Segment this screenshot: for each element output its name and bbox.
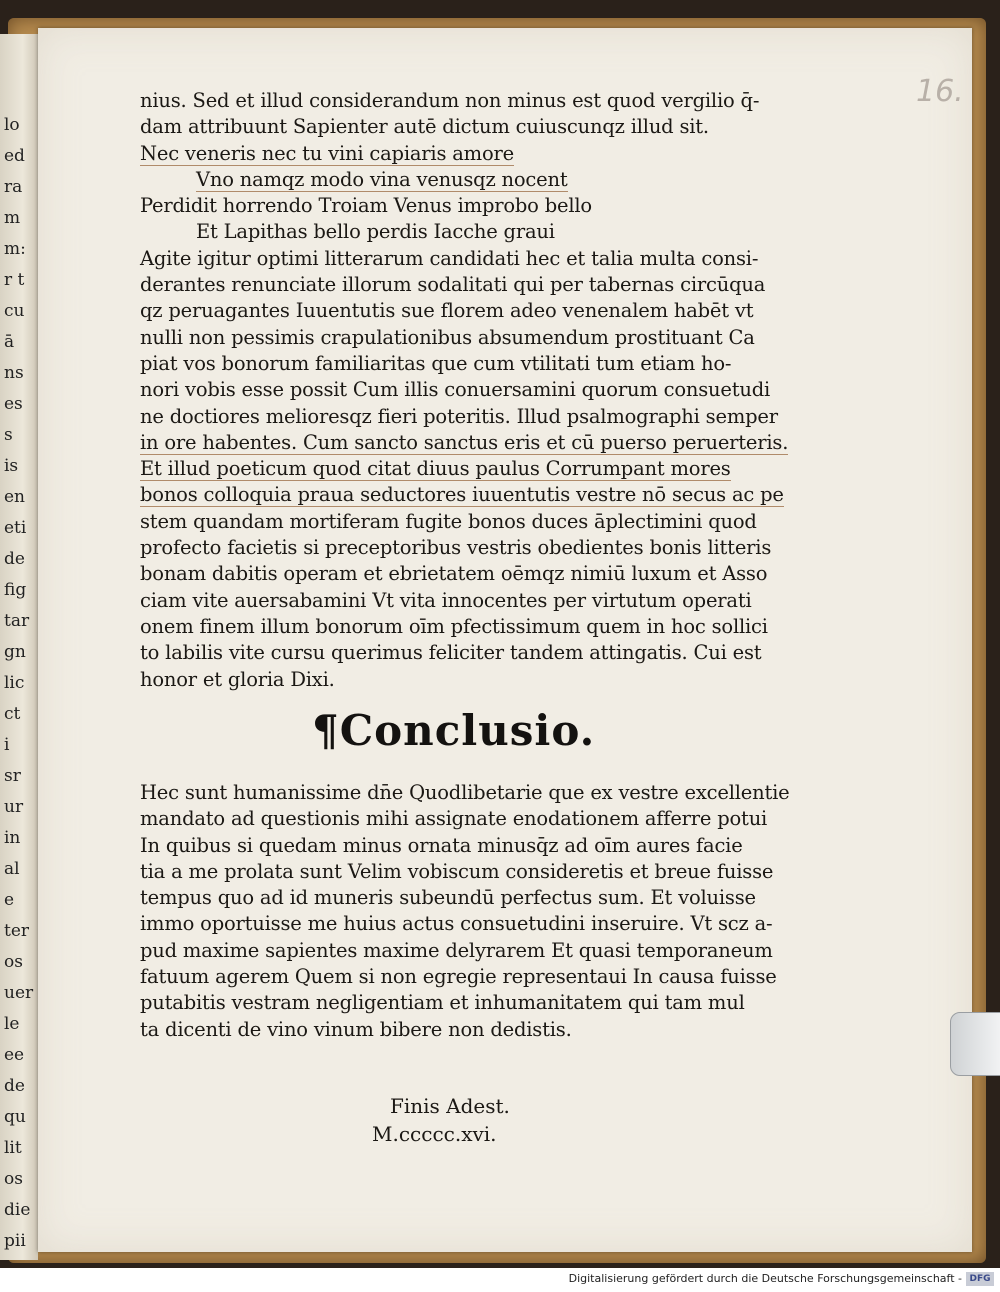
facing-page-fragment: ur — [4, 797, 24, 817]
text-line: Agite igitur optimi litterarum candidati hec et talia multa consi- — [140, 246, 759, 270]
text-line: dam attribuunt Sapienter autē dictum cuiuscunqz illud sit. — [140, 115, 709, 139]
text-line: tia a me prolata sunt Velim vobiscum consideretis et breue fuisse — [140, 859, 774, 883]
underlined-span: in ore habentes. Cum sancto sanctus eris et cū puerso peruerteris. — [140, 430, 789, 454]
facing-page-fragment: tar — [4, 611, 30, 631]
facing-page-fragment: le — [4, 1014, 20, 1034]
text-line: profecto facietis si preceptoribus vestris obedientes bonis litteris — [140, 536, 772, 560]
underlined-span: Vno namqz modo vina venusqz nocent — [196, 167, 568, 191]
text-line: stem quandam mortiferam fugite bonos duces āplectimini quod — [140, 509, 757, 533]
main-text-block — [140, 88, 788, 693]
text-line: ne doctiores melioresqz fieri poteritis. Illud psalmographi semper — [140, 404, 778, 428]
facing-page-fragment: i — [4, 735, 10, 755]
facing-page-fragment: m — [4, 208, 21, 228]
text-line: mandato ad questionis mihi assignate enodationem afferre potui — [140, 807, 768, 831]
text-line: ta dicenti de vino vinum bibere non dedistis. — [140, 1017, 572, 1041]
facing-page-fragment: sr — [4, 766, 21, 786]
facing-page-fragment: lic — [4, 673, 25, 693]
facing-page-fragment: ra — [4, 177, 23, 197]
facing-page-fragment: eti — [4, 518, 27, 538]
text-line: onem finem illum bonorum oīm pfectissimum quem in hoc sollici — [140, 614, 768, 638]
facing-page-edge — [0, 34, 38, 1260]
text-line: Perdidit horrendo Troiam Venus improbo bello — [140, 194, 592, 218]
facing-page-fragment: die — [4, 1200, 31, 1220]
text-line: nius. Sed et illud considerandum non minus est quod vergilio q̄- — [140, 89, 760, 112]
facing-page-fragment: ct — [4, 704, 21, 724]
text-line — [140, 167, 788, 193]
text-line: qz peruagantes Iuuentutis sue florem adeo venenalem habēt vt — [140, 299, 754, 323]
text-line: putabitis vestram negligentiam et inhumanitatem qui tam mul — [140, 991, 745, 1015]
text-line: derantes renunciate illorum sodalitati qui per tabernas circūqua — [140, 273, 766, 297]
facing-page-fragment: os — [4, 952, 23, 972]
facing-page-fragment: cu — [4, 301, 25, 321]
facing-page-fragment: de — [4, 549, 25, 569]
facing-page-fragment: pii — [4, 1231, 26, 1251]
section-heading: ¶Conclusio. — [312, 706, 596, 755]
facing-page-fragment: en — [4, 487, 26, 507]
footer-credit: Digitalisierung gefördert durch die Deutsche Forschungsgemeinschaft - — [568, 1272, 962, 1285]
dfg-logo: DFG — [966, 1272, 994, 1286]
text-line: to labilis vite cursu querimus feliciter tandem attingatis. Cui est — [140, 641, 762, 665]
facing-page-fragment: ee — [4, 1045, 25, 1065]
text-line: nulli non pessimis crapulationibus absumendum prostituant Ca — [140, 325, 755, 349]
facing-page-fragment: ter — [4, 921, 30, 941]
facing-page-fragment: e — [4, 890, 15, 910]
text-line: Et Lapithas bello perdis Iacche graui — [196, 220, 555, 244]
conclusio-text-block — [140, 780, 790, 1043]
explicit-line-finis: Finis Adest. — [390, 1094, 510, 1118]
explicit-line-date: M.ccccc.xvi. — [372, 1122, 497, 1146]
page-clip-tab — [950, 1012, 1000, 1076]
text-line: ciam vite auersabamini Vt vita innocentes per virtutum operati — [140, 588, 752, 612]
text-line: nori vobis esse possit Cum illis conuersamini quorum consuetudi — [140, 378, 771, 402]
footer-bar — [0, 1268, 1000, 1292]
facing-page-fragment: s — [4, 425, 13, 445]
facing-page-fragment: ns — [4, 363, 24, 383]
text-line — [140, 482, 788, 508]
facing-page-fragment: ā — [4, 332, 15, 352]
text-line: pud maxime sapientes maxime delyrarem Et quasi temporaneum — [140, 938, 773, 962]
text-line: piat vos bonorum familiaritas que cum vtilitati tum etiam ho- — [140, 351, 732, 375]
text-line: immo oportuisse me huius actus consuetudini inseruire. Vt scz a- — [140, 912, 773, 936]
facing-page-fragment: r t — [4, 270, 25, 290]
facing-page-fragment: in — [4, 828, 21, 848]
text-line — [140, 141, 788, 167]
text-line — [140, 456, 788, 482]
facing-page-fragment: is — [4, 456, 19, 476]
page-number: 16. — [916, 74, 964, 109]
facing-page-fragment: lo — [4, 115, 20, 135]
facing-page-fragment: fig — [4, 580, 27, 600]
facing-page-fragment: m: — [4, 239, 26, 259]
facing-page-fragment: ed — [4, 146, 25, 166]
text-line: tempus quo ad id muneris subeundū perfectus sum. Et voluisse — [140, 886, 756, 910]
underlined-span: bonos colloquia praua seductores iuuentutis vestre nō secus ac pe — [140, 483, 784, 507]
text-line — [140, 430, 788, 456]
facing-page-fragment: de — [4, 1076, 25, 1096]
facing-page-fragment: os — [4, 1169, 23, 1189]
facing-page-fragment: gn — [4, 642, 26, 662]
text-line: fatuum agerem Quem si non egregie representaui In causa fuisse — [140, 965, 777, 989]
underlined-span: Nec veneris nec tu vini capiaris amore — [140, 141, 514, 165]
text-line: In quibus si quedam minus ornata minusq̄z ad oīm aures facie — [140, 833, 743, 857]
text-line: bonam dabitis operam et ebrietatem oēmqz nimiū luxum et Asso — [140, 562, 768, 586]
underlined-span: Et illud poeticum quod citat diuus paulus Corrumpant mores — [140, 457, 731, 481]
facing-page-fragment: uer — [4, 983, 34, 1003]
facing-page-fragment: al — [4, 859, 20, 879]
text-line: honor et gloria Dixi. — [140, 667, 335, 691]
facing-page-fragment: lit — [4, 1138, 22, 1158]
facing-page-fragment: qu — [4, 1107, 26, 1127]
text-line: Hec sunt humanissime dn̄e Quodlibetarie que ex vestre excellentie — [140, 781, 790, 804]
facing-page-fragment: es — [4, 394, 23, 414]
